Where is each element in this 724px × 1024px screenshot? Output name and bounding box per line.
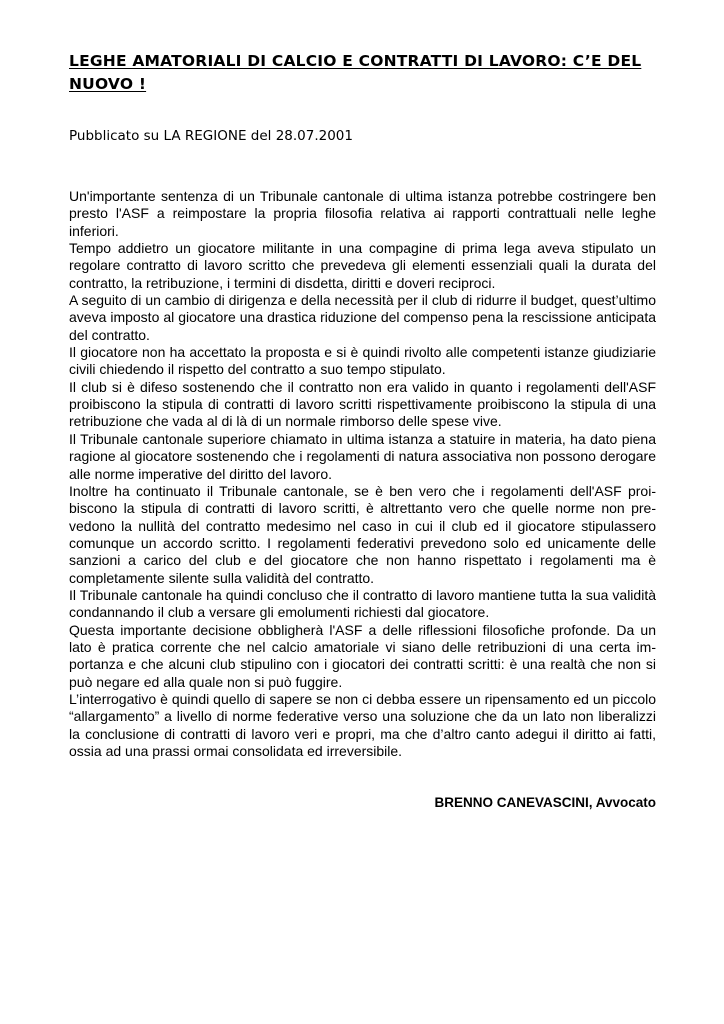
document-page	[69, 50, 656, 812]
paragraph: L’interrogativo è quindi quello di sapere se non ci debba essere un ripensamento ed un piccolo “allargamento” a livello di norme federative verso una soluzione che da un lato non liberalizzi la conclusione di contratti di lavoro veri e propri, ma che d’altro canto adegui il diritto ai fatti, ossia ad una prassi ormai consolidata ed irreversibile.	[69, 690, 656, 759]
paragraph: A seguito di un cambio di dirigenza e della necessità per il club di ridurre il budget, quest’ultimo aveva imposto al giocatore una drastica riduzione del compenso pena la rescissione anticipata del contratto.	[69, 292, 656, 343]
article-body	[69, 188, 656, 760]
author-signature: BRENNO CANEVASCINI, Avvocato	[434, 795, 656, 811]
publication-line: Pubblicato su LA REGIONE del 28.07.2001	[69, 128, 353, 144]
paragraph: Inoltre ha continuato il Tribunale cantonale, se è ben vero che i regolamenti dell'ASF proibiscono la stipula di contratti di lavoro scritti, è altrettanto vero che quelle norme non prevedono la nullità del contratto medesimo nel caso in cui il club ed il giocatore stipulassero comunque un accordo scritto. I regolamenti federativi prevedono solo ed unicamente delle sanzioni a carico del club e del giocatore che non hanno rispettato i regolamenti ma è completamente silente sulla validità del contratto.	[69, 482, 656, 586]
paragraph: Il Tribunale cantonale superiore chiamato in ultima istanza a statuire in materia, ha dato piena ragione al giocatore sostenendo che i regolamenti di natura associativa non possono derogare alle norme imperative del diritto del lavoro.	[69, 430, 656, 482]
paragraph: Tempo addietro un giocatore militante in una compagine di prima lega aveva stipulato un regolare contratto di lavoro scritto che prevedeva gli elementi essenziali quali la durata del contratto, la retribuzione, i termini di disdetta, diritti e doveri reciproci.	[69, 240, 656, 291]
paragraph: Un'importante sentenza di un Tribunale cantonale di ultima istanza potrebbe costringere ben presto l'ASF a reimpostare la propria filosofia relativa ai rapporti contrattuali nelle leghe inferiori.	[69, 188, 656, 239]
paragraph: Il Tribunale cantonale ha quindi concluso che il contratto di lavoro mantiene tutta la sua validità condannando il club a versare gli emolumenti richiesti dal giocatore.	[69, 586, 656, 621]
paragraph: Il giocatore non ha accettato la proposta e si è quindi rivolto alle competenti istanze giudiziarie civili chiedendo il rispetto del contratto a suo tempo stipulato.	[69, 344, 656, 378]
paragraph: Questa importante decisione obbligherà l'ASF a delle riflessioni filosofiche profonde. Da un lato è pratica corrente che nel calcio amatoriale vi siano delle retribuzioni di una certa importanza e che alcuni club stipulino con i giocatori dei contratti scritti: è una realtà che non si può negare ed alla quale non si può fuggire.	[69, 621, 656, 690]
article-title: LEGHE AMATORIALI DI CALCIO E CONTRATTI DI LAVORO: C’E DEL NUOVO !	[69, 52, 642, 93]
paragraph: Il club si è difeso sostenendo che il contratto non era valido in quanto i regolamenti dell'ASF proibiscono la stipula di contratti di lavoro scritti rispettivamente proibiscono la stipula di una retribuzione che vada al di là di un normale rimborso delle spese vive.	[69, 378, 656, 430]
